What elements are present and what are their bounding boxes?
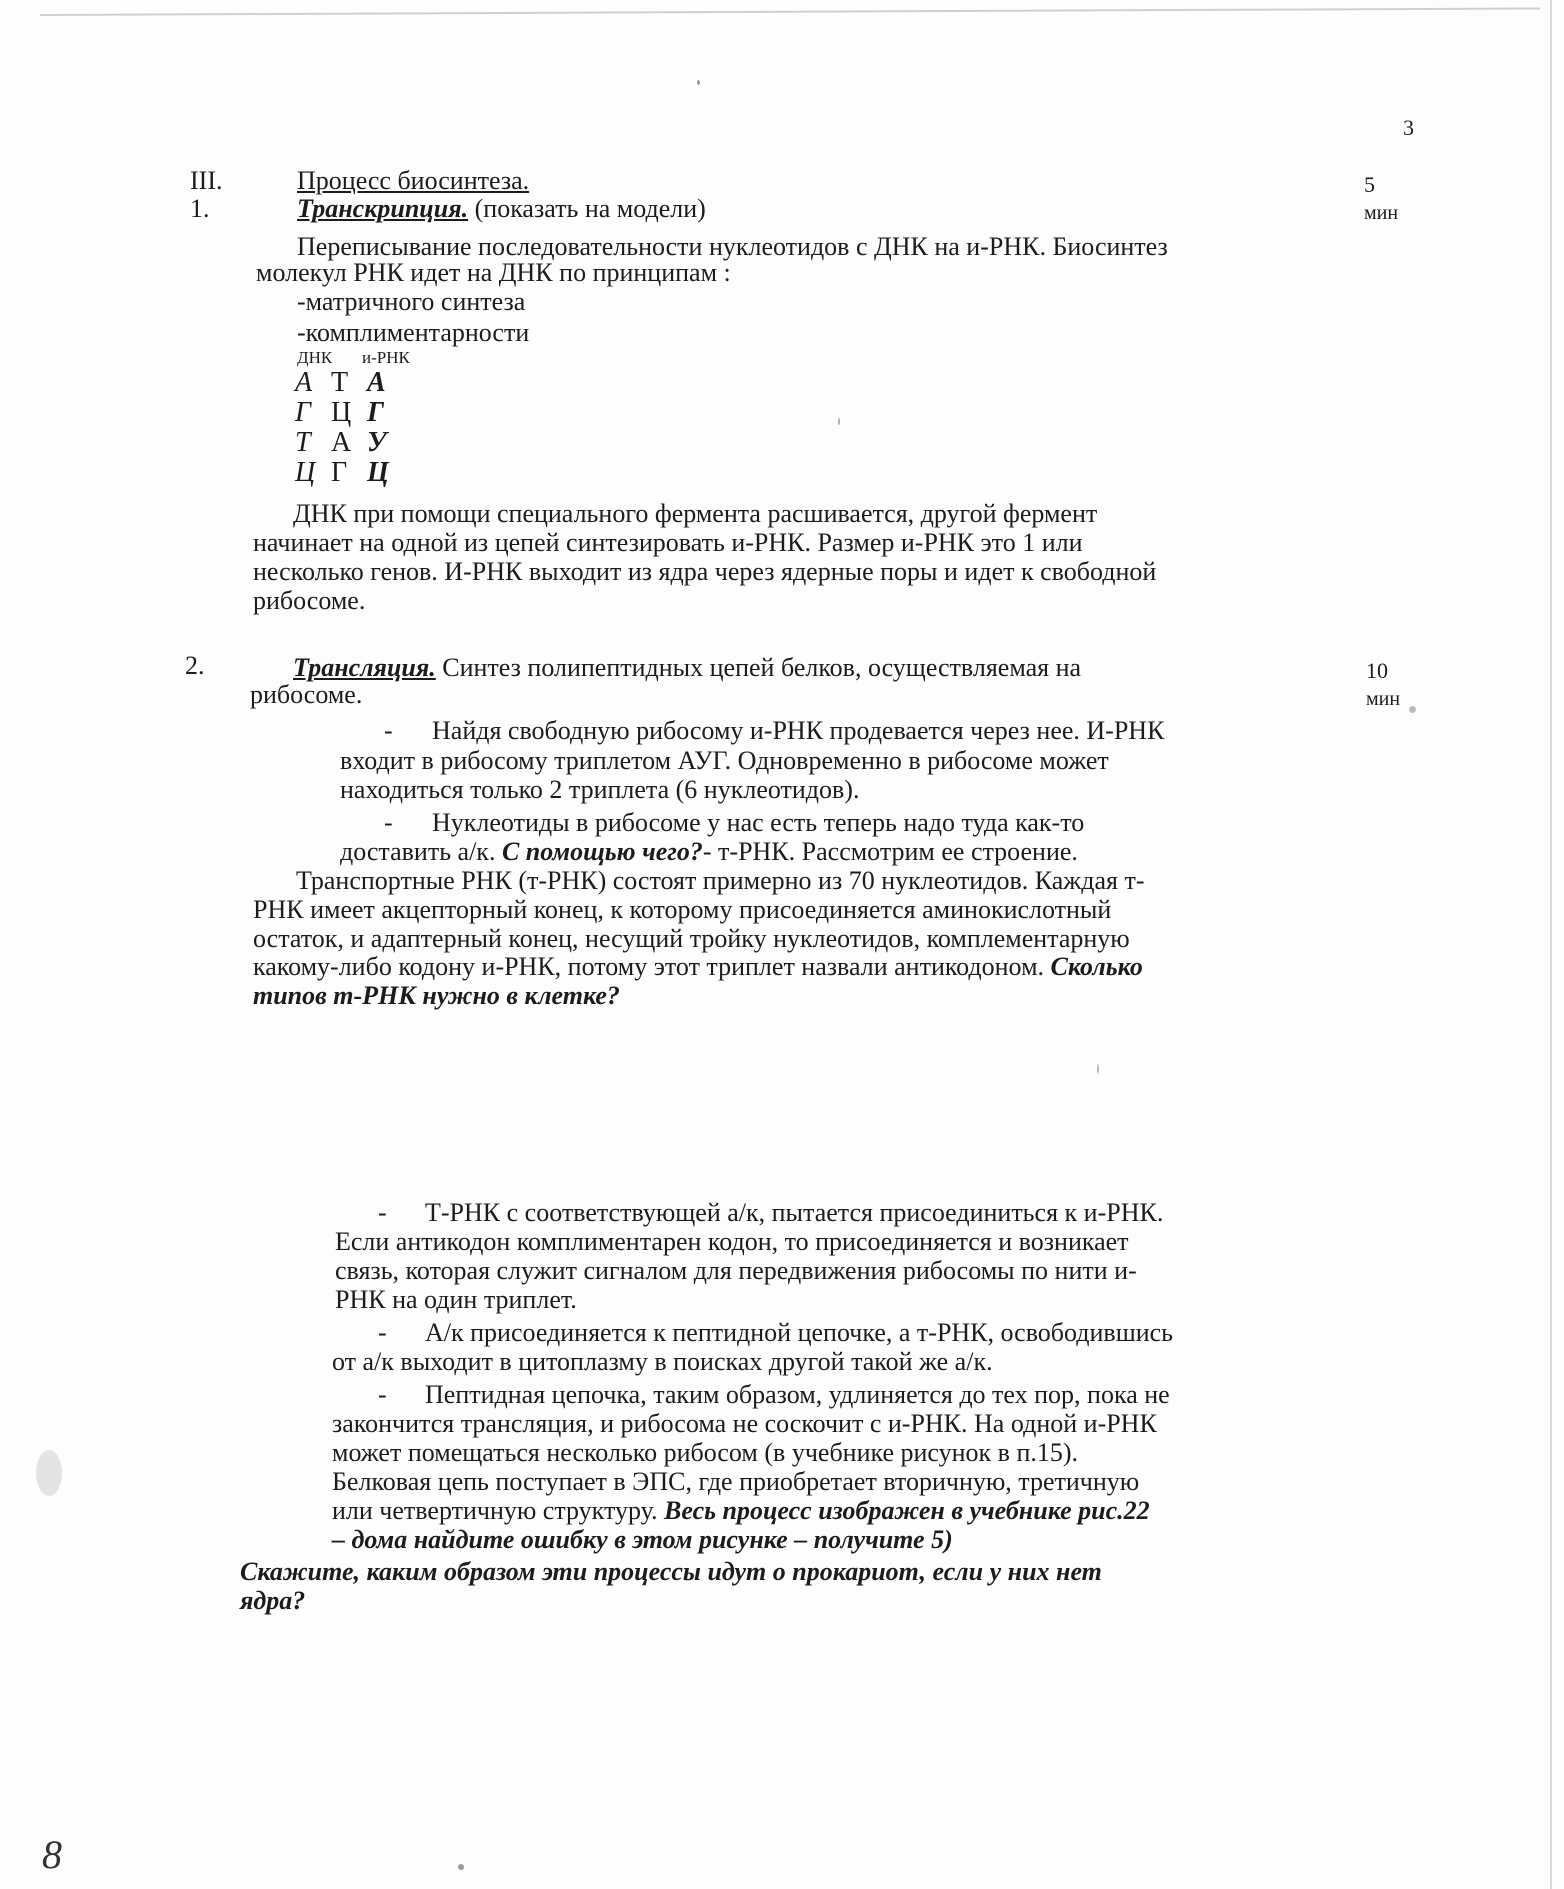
trna-line3: остаток, и адаптерный конец, несущий тройку нуклеотидов, комплементарную (253, 924, 1130, 953)
bullet5-line5-text: или четвертичную структуру. (332, 1496, 665, 1525)
item1-heading-rest: (показать на модели) (468, 194, 706, 223)
bullet2-dash: - (384, 808, 393, 837)
bullet2-text-c: - т-РНК. Рассмотрим ее строение. (702, 837, 1078, 866)
item2-heading-line (293, 653, 1081, 683)
bullet5-line4: Белковая цепь поступает в ЭПС, где приобретает вторичную, третичную (332, 1467, 1140, 1496)
pair-complement: Ц (331, 397, 352, 428)
scan-speck (697, 80, 700, 85)
bullet3-line1: Т-РНК с соответствующей а/к, пытается присоединиться к и-РНК. (425, 1198, 1164, 1227)
item1-principle2: -комплиментарности (297, 318, 530, 347)
section-numeral: III. (190, 166, 223, 195)
scan-speck (1097, 1064, 1099, 1074)
section-title: Процесс биосинтеза. (297, 166, 530, 195)
item1-principle1: -матричного синтеза (297, 287, 526, 316)
pair-row-1 (295, 368, 403, 398)
pair-complement: А (331, 427, 352, 458)
item2-number: 2. (185, 651, 205, 680)
item1-heading-line (297, 194, 706, 224)
bullet5-line2: закончится трансляция, и рибосома не соскочит с и-РНК. На одной и-РНК (332, 1409, 1157, 1438)
page-top-edge (40, 7, 1540, 16)
bullet5-line1: Пептидная цепочка, таким образом, удлиняется до тех пор, пока не (425, 1380, 1170, 1409)
trna-line4-text: какому-либо кодону и-РНК, потому этот триплет назвали антикодоном. (253, 952, 1051, 981)
page-number: 3 (1403, 115, 1414, 140)
trna-question-start: Сколько (1050, 952, 1143, 981)
bullet5-line3: может помещаться несколько рибосом (в учебнике рисунок в п.15). (332, 1438, 1079, 1467)
bullet4-line1: А/к присоединяется к пептидной цепочке, а т-РНК, освободившись (425, 1318, 1174, 1347)
bullet3-line3: связь, которая служит сигналом для передвижения рибосомы по нити и- (335, 1256, 1137, 1285)
page-right-edge (1550, 0, 1552, 1889)
trna-question-end: типов т-РНК нужно в клетке? (253, 981, 620, 1010)
time-2-unit: мин (1366, 688, 1401, 710)
item2-line2: рибосоме. (250, 680, 363, 709)
item1-number: 1. (190, 194, 210, 223)
bullet2-line1: Нуклеотиды в рибосоме у нас есть теперь надо туда как-то (432, 808, 1085, 837)
pair-rna: У (367, 427, 387, 458)
pair-row-2 (295, 398, 403, 428)
item1-para-line3: несколько генов. И-РНК выходит из ядра через ядерные поры и идет к свободной (253, 557, 1157, 586)
item1-para-line1: ДНК при помощи специального фермента расшивается, другой фермент (293, 499, 1098, 528)
pair-dna: Ц (295, 457, 316, 488)
pair-complement: Т (331, 367, 349, 398)
item1-heading: Транскрипция. (297, 194, 469, 223)
bullet1-line1: Найдя свободную рибосому и-РНК продевается через нее. И-РНК (432, 716, 1165, 745)
bullet1-line3: находиться только 2 триплета (6 нуклеотидов). (340, 775, 860, 804)
item2-heading-rest: Синтез полипептидных цепей белков, осуществляемая на (435, 653, 1082, 682)
bullet1-line2: входит в рибосому триплетом АУГ. Одновременно в рибосоме может (340, 746, 1109, 775)
bullet5-line5 (332, 1496, 1150, 1526)
pair-rna: Ц (367, 457, 389, 488)
scan-speck (458, 1864, 464, 1870)
bullet2-question: С помощью чего? (501, 837, 703, 866)
table-head-rna: и-РНК (362, 348, 410, 367)
scan-speck (1409, 706, 1416, 713)
final-question-line2: ядра? (240, 1586, 306, 1615)
pair-dna: А (295, 367, 313, 398)
bullet4-dash: - (378, 1318, 387, 1347)
bullet2-line2 (340, 837, 1078, 867)
item1-para-line2: начинает на одной из цепей синтезировать и-РНК. Размер и-РНК это 1 или (253, 528, 1083, 557)
item2-heading: Трансляция. (293, 653, 436, 682)
textbook-reference: Весь процесс изображен в учебнике рис.22 (664, 1496, 1150, 1525)
time-1-unit: мин (1364, 202, 1399, 224)
pair-row-3 (295, 428, 403, 458)
homework-note: – дома найдите ошибку в этом рисунке – получите 5) (332, 1525, 953, 1554)
bullet5-dash: - (378, 1380, 387, 1409)
item1-line1: Переписывание последовательности нуклеотидов с ДНК на и-РНК. Биосинтез (297, 232, 1168, 261)
pair-dna: Т (295, 427, 311, 458)
bullet3-line4: РНК на один триплет. (335, 1285, 577, 1314)
pair-rna: А (367, 367, 386, 398)
trna-line2: РНК имеет акцепторный конец, к которому присоединяется аминокислотный (253, 895, 1112, 924)
pair-dna: Г (295, 397, 311, 428)
scan-speck (838, 418, 840, 425)
pair-row-4 (295, 458, 403, 488)
item1-line2: молекул РНК идет на ДНК по принципам : (256, 258, 731, 287)
bullet1-dash: - (384, 716, 393, 745)
scan-smudge (36, 1450, 62, 1496)
bullet3-dash: - (378, 1198, 387, 1227)
handwritten-mark: 8 (42, 1832, 62, 1877)
trna-line1: Транспортные РНК (т-РНК) состоят примерно из 70 нуклеотидов. Каждая т- (296, 866, 1145, 895)
item1-para-line4: рибосоме. (253, 586, 366, 615)
final-question-line1: Скажите, каким образом эти процессы идут о прокариот, если у них нет (240, 1557, 1102, 1586)
pair-rna: Г (367, 397, 384, 428)
time-2-value: 10 (1366, 658, 1388, 683)
bullet2-text-a: доставить а/к. (340, 837, 502, 866)
table-head-dna: ДНК (297, 348, 333, 367)
trna-line4 (253, 952, 1143, 982)
bullet4-line2: от а/к выходит в цитоплазму в поисках другой такой же а/к. (332, 1347, 993, 1376)
bullet3-line2: Если антикодон комплиментарен кодон, то присоединяется и возникает (335, 1227, 1129, 1256)
time-1-value: 5 (1364, 172, 1375, 197)
pair-complement: Г (331, 457, 348, 488)
